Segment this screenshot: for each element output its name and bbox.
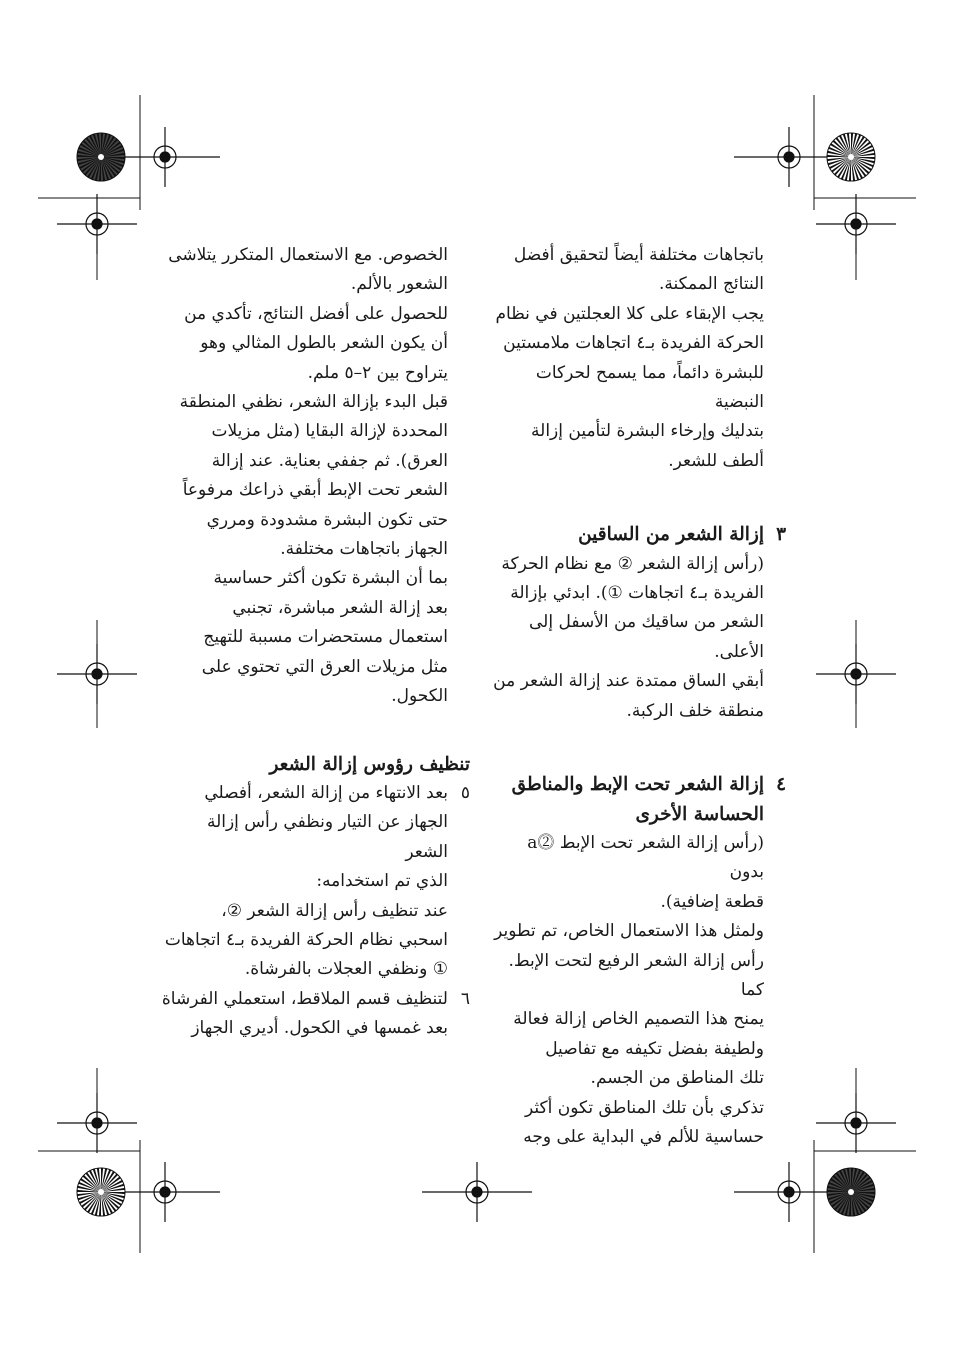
body-line: منطقة خلف الركبة. bbox=[626, 700, 764, 721]
body-line: الشعر تحت الإبط أبقي ذراعك مرفوعاً bbox=[182, 480, 448, 501]
body-line: يمنح هذا التصميم الخاص إزالة فعالة bbox=[513, 1009, 764, 1030]
body-line: الخصوص. مع الاستعمال المتكرر يتلاشى bbox=[168, 245, 448, 265]
body-line: تذكري بأن تلك المناطق تكون أكثر bbox=[525, 1097, 764, 1118]
body-line: تلك المناطق من الجسم. bbox=[590, 1068, 764, 1089]
body-line: (رأس إزالة الشعر ② مع نظام الحركة bbox=[501, 553, 764, 574]
body-line: عند تنظيف رأس إزالة الشعر ②، bbox=[221, 900, 448, 921]
body-line: مثل مزيلات العرق التي تحتوي على bbox=[201, 656, 448, 677]
body-line: بعد إزالة الشعر مباشرة، تجنبي bbox=[232, 597, 448, 618]
section-heading bbox=[488, 770, 786, 799]
body-line: المحددة لإزالة البقايا (مثل مزيلات bbox=[211, 421, 448, 442]
body-line: يجب الإبقاء على كلا العجلتين في نظام bbox=[495, 303, 764, 324]
section-number: ٣ bbox=[776, 524, 786, 546]
body-line: بعد الانتهاء من إزالة الشعر، أفصلي bbox=[204, 782, 448, 803]
registration-crosshair-icon bbox=[422, 1162, 532, 1222]
section-title-continued: الحساسة الأخرى bbox=[635, 803, 764, 825]
star-target-icon bbox=[827, 1168, 875, 1216]
registration-crosshair-icon bbox=[816, 644, 896, 704]
body-line: الحركة الفريدة بـ٤ اتجاهات ملامستين bbox=[503, 333, 764, 354]
body-line: للحصول على أفضل النتائج، تأكدي من bbox=[184, 303, 448, 324]
left-column bbox=[160, 241, 470, 1044]
section-heading bbox=[488, 520, 786, 549]
registration-crosshair-icon bbox=[816, 1093, 896, 1153]
body-line: للبشرة دائماً، مما يسمح لحركات النبضية bbox=[535, 362, 764, 413]
section-number: ٤ bbox=[776, 774, 786, 796]
body-line: (رأس إزالة الشعر تحت الإبط ⓶a بدون bbox=[527, 832, 764, 883]
body-line: الكحول. bbox=[391, 686, 448, 707]
body-line: ولمثل هذا الاستعمال الخاص، تم تطوير bbox=[494, 921, 764, 942]
star-target-icon bbox=[77, 1168, 125, 1216]
body-line: الشعور بالألم. bbox=[350, 274, 448, 295]
step-number: ٥ bbox=[460, 782, 470, 803]
body-line: العرق). ثم جففي بعناية. عند إزالة bbox=[211, 450, 448, 471]
body-line: بعد غمسها في الكحول. أديري الجهاز bbox=[191, 1018, 448, 1039]
body-line: ولطيفة بفضل تكيفه مع تفاصيل bbox=[545, 1038, 764, 1059]
body-line: حتى تكون البشرة مشدودة ومرري bbox=[206, 509, 448, 530]
right-column bbox=[488, 241, 786, 1152]
body-line: رأس إزالة الشعر الرفيع لتحت الإبط. كما bbox=[508, 950, 764, 1000]
body-line: أن يكون الشعر بالطول المثالي وهو bbox=[200, 333, 448, 354]
registration-crosshair-icon bbox=[57, 644, 137, 704]
body-line: قبل البدء بإزالة الشعر، نظفي المنطقة bbox=[179, 392, 448, 413]
cleaning-section bbox=[160, 750, 470, 1044]
body-line: ألطف للشعر. bbox=[668, 450, 764, 471]
section-title: إزالة الشعر من الساقين bbox=[578, 524, 764, 546]
body-line: الجهاز عن التيار ونظفي رأس إزالة الشعر bbox=[206, 812, 448, 862]
body-line: يتراوح بين ٢–٥ ملم. bbox=[307, 362, 448, 383]
body-line: قطعة إضافية). bbox=[660, 891, 764, 912]
body-line: ① ونظفي العجلات بالفرشاة. bbox=[244, 959, 448, 980]
registration-crosshair-icon bbox=[110, 127, 220, 187]
body-line: أبقي الساق ممتدة عند إزالة الشعر من bbox=[493, 671, 764, 692]
star-target-icon bbox=[77, 133, 125, 181]
step-5 bbox=[160, 779, 470, 985]
body-line: باتجاهات مختلفة أيضاً لتحقيق أفضل bbox=[513, 245, 764, 265]
body-line: الفريدة بـ٤ اتجاهات ①). ابدئي بإزالة bbox=[510, 583, 764, 604]
step-6 bbox=[160, 985, 470, 1044]
registration-crosshair-icon bbox=[57, 1093, 137, 1153]
body-line: اسحبي نظام الحركة الفريدة بـ٤ اتجاهات bbox=[164, 929, 448, 950]
body-line: لتنظيف قسم الملاقط، استعملي الفرشاة bbox=[161, 988, 448, 1009]
body-line: بتدليك وإرخاء البشرة لتأمين إزالة bbox=[531, 421, 764, 442]
star-target-icon bbox=[827, 133, 875, 181]
registration-crosshair-icon bbox=[57, 194, 137, 254]
section-4 bbox=[488, 770, 786, 1152]
body-line: الجهاز باتجاهات مختلفة. bbox=[280, 539, 448, 560]
body-line: الشعر من ساقيك من الأسفل إلى الأعلى. bbox=[529, 612, 764, 662]
body-line: استعمال مستحضرات مسببة للتهيج bbox=[203, 627, 448, 648]
section-title: إزالة الشعر تحت الإبط والمناطق bbox=[511, 774, 764, 796]
body-line: النتائج الممكنة. bbox=[658, 274, 764, 295]
body-line: بما أن البشرة تكون أكثر حساسية bbox=[213, 568, 448, 589]
body-line: الذي تم استخدامه: bbox=[316, 871, 448, 892]
registration-crosshair-icon bbox=[110, 1162, 220, 1222]
registration-crosshair-icon bbox=[816, 194, 896, 254]
section-3 bbox=[488, 520, 786, 726]
body-line: حساسية للألم في البداية على وجه bbox=[523, 1126, 764, 1147]
section-title: تنظيف رؤوس إزالة الشعر bbox=[269, 753, 470, 775]
step-number: ٦ bbox=[460, 988, 470, 1009]
